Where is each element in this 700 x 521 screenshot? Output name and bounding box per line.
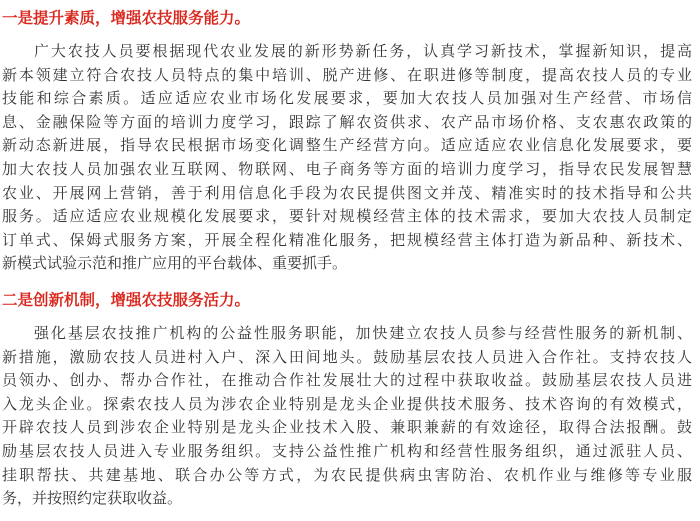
paragraph-line: 开辟农技人员到涉农企业特别是龙头企业技术入股、兼职兼薪的有效途径，取得合法报酬。鼓 [2, 418, 692, 437]
paragraph-line: 强化基层农技推广机构的公益性服务职能，加快建立农技人员参与经营性服务的新机制、 [34, 324, 692, 342]
paragraph-line: 农业、开展网上营销，善于利用信息化手段为农民提供图文并茂、精准实时的技术指导和公共 [2, 183, 692, 202]
paragraph-line: 广大农技人员要根据现代农业发展的新形势新任务，认真学习新技术，掌握新知识，提高 [34, 42, 692, 60]
paragraph-line: 息、金融保险等方面的培训力度学习，跟踪了解农资供求、农产品市场价格、支农惠农政策的 [2, 112, 692, 131]
paragraph-line: 新模式试验示范和推广应用的平台载体、重要抓手。 [2, 254, 348, 273]
paragraph-line: 技能和综合素质。适应适应农业市场化发展要求，要加大农技人员加强对生产经营、市场信 [2, 89, 692, 108]
paragraph-line: 新本领建立符合农技人员特点的集中培训、脱产进修、在职进修等制度，提高农技人员的专业 [2, 65, 692, 84]
paragraph-line: 新措施，激励农技人员进村入户、深入田间地头。鼓励基层农技人员进入合作社。支持农技人 [2, 347, 692, 366]
section-1-heading: 一是提升素质，增强农技服务能力。 [2, 9, 251, 27]
paragraph-line: 务，并按照约定获取收益。 [2, 489, 183, 508]
section-2-paragraph [2, 322, 692, 511]
paragraph-line: 挂职帮扶、共建基地、联合办公等方式，为农民提供病虫害防治、农机作业与维修等专业服 [2, 465, 692, 484]
paragraph-line: 入龙头企业。探索农技人员为涉农企业特别是龙头企业提供技术服务、技术咨询的有效模式， [2, 394, 692, 413]
paragraph-line: 员领办、创办、帮办合作社，在推动合作社发展壮大的过程中获取收益。鼓励基层农技人员进 [2, 371, 692, 390]
paragraph-line: 订单式、保姆式服务方案，开展全程化精准化服务，把规模经营主体打造为新品种、新技术、 [2, 230, 692, 249]
paragraph-line: 加大农技人员加强农业互联网、物联网、电子商务等方面的培训力度学习，指导农民发展智慧 [2, 159, 692, 178]
paragraph-line: 服务。适应适应农业规模化发展要求，要针对规模经营主体的技术需求，要加大农技人员制定 [2, 207, 692, 226]
paragraph-line: 新动态新进展，指导农民根据市场变化调整生产经营方向。适应适应农业信息化发展要求，要 [2, 136, 692, 155]
section-1-paragraph [2, 40, 692, 276]
paragraph-line: 励基层农技人员进入专业服务组织。支持公益性推广机构和经营性服务组织，通过派驻人员、 [2, 441, 692, 460]
section-2-heading: 二是创新机制，增强农技服务活力。 [2, 291, 251, 309]
